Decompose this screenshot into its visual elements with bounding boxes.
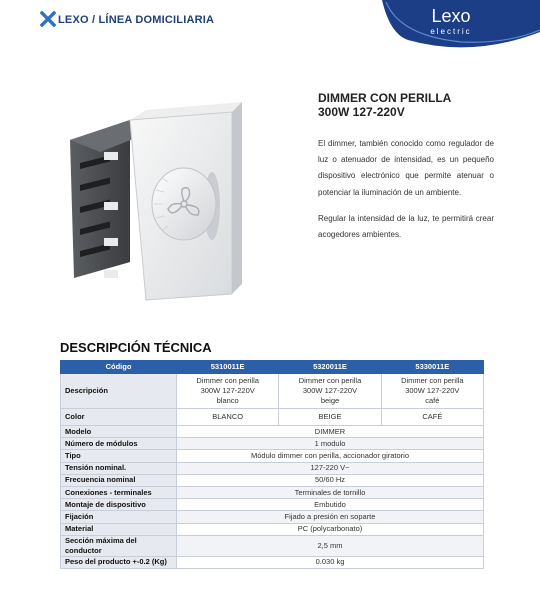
dimmer-product-image bbox=[60, 94, 308, 304]
color-cell: BEIGE bbox=[279, 409, 381, 426]
row-label: Tensión nominal. bbox=[61, 462, 177, 474]
row-label: Fijación bbox=[61, 511, 177, 523]
color-cell: BLANCO bbox=[177, 409, 279, 426]
description-paragraph-2: Regular la intensidad de la luz, te permitirá crear acogedores ambientes. bbox=[318, 213, 494, 240]
spec-row bbox=[61, 535, 484, 556]
spec-table bbox=[60, 360, 484, 569]
row-value: PC (polycarbonato) bbox=[177, 523, 484, 535]
spec-row-color bbox=[61, 409, 484, 426]
row-label: Conexiones - terminales bbox=[61, 486, 177, 498]
row-value: 50/60 Hz bbox=[177, 474, 484, 486]
row-value: Fijado a presión en soparte bbox=[177, 511, 484, 523]
row-label: Peso del producto +-0.2 (Kg) bbox=[61, 556, 177, 568]
row-value: Módulo dimmer con perilla, accionador giratorio bbox=[177, 450, 484, 462]
row-label: Modelo bbox=[61, 426, 177, 438]
spec-row bbox=[61, 511, 484, 523]
row-value: DIMMER bbox=[177, 426, 484, 438]
spec-header-row bbox=[61, 361, 484, 374]
spec-row bbox=[61, 450, 484, 462]
spec-row bbox=[61, 486, 484, 498]
row-value: 127-220 V~ bbox=[177, 462, 484, 474]
spec-row bbox=[61, 556, 484, 568]
spec-section-title: DESCRIPCIÓN TÉCNICA bbox=[60, 340, 212, 355]
row-label: Color bbox=[61, 409, 177, 426]
descripcion-cell: Dimmer con perilla 300W 127-220V café bbox=[381, 374, 483, 409]
row-label: Descripción bbox=[61, 374, 177, 409]
descripcion-cell: Dimmer con perilla 300W 127-220V beige bbox=[279, 374, 381, 409]
code-cell: 5320011E bbox=[279, 361, 381, 374]
code-header-label: Código bbox=[61, 361, 177, 374]
row-value: 0.030 kg bbox=[177, 556, 484, 568]
spec-row bbox=[61, 499, 484, 511]
description-paragraph-1: El dimmer, también conocido como regulador de luz o atenuador de intensidad, es un pequeño dispositivo electrónico que permite atenuar o potenciar la iluminación de un ambiente. bbox=[318, 139, 494, 197]
product-description bbox=[318, 136, 494, 253]
code-cell: 5330011E bbox=[381, 361, 483, 374]
row-value: 2,5 mm bbox=[177, 535, 484, 556]
row-value: 1 modulo bbox=[177, 438, 484, 450]
row-value: Terminales de tornillo bbox=[177, 486, 484, 498]
header-brand: LEXO / LÍNEA DOMICILIARIA bbox=[58, 14, 215, 26]
spec-row bbox=[61, 438, 484, 450]
spec-row bbox=[61, 474, 484, 486]
color-cell: CAFÉ bbox=[381, 409, 483, 426]
product-title-line2: 300W 127-220V bbox=[318, 105, 405, 119]
row-label: Sección máxima del conductor bbox=[61, 535, 177, 556]
descripcion-cell: Dimmer con perilla 300W 127-220V blanco bbox=[177, 374, 279, 409]
spec-row bbox=[61, 523, 484, 535]
x-logo-icon bbox=[40, 11, 56, 27]
product-title-line1: DIMMER CON PERILLA bbox=[318, 91, 452, 105]
spec-row-descripcion bbox=[61, 374, 484, 409]
row-label: Número de módulos bbox=[61, 438, 177, 450]
row-label: Tipo bbox=[61, 450, 177, 462]
spec-row bbox=[61, 426, 484, 438]
row-value: Embutido bbox=[177, 499, 484, 511]
code-cell: 5310011E bbox=[177, 361, 279, 374]
row-label: Frecuencia nominal bbox=[61, 474, 177, 486]
spec-row bbox=[61, 462, 484, 474]
logo-name: Lexo bbox=[431, 6, 471, 26]
row-label: Montaje de dispositivo bbox=[61, 499, 177, 511]
row-label: Material bbox=[61, 523, 177, 535]
logo-tagline: electric bbox=[430, 27, 472, 36]
